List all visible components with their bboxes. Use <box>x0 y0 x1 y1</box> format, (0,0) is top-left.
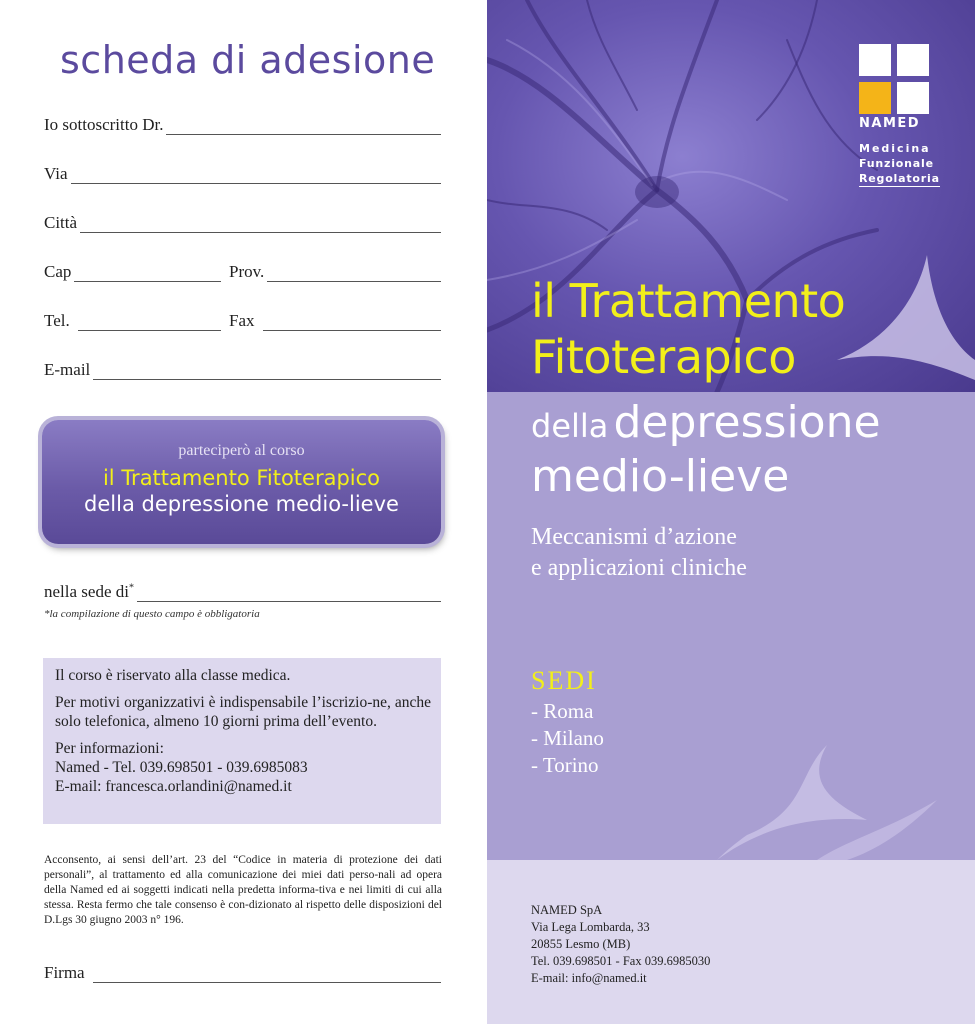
info-box <box>43 658 441 824</box>
company-street: Via Lega Lombarda, 33 <box>531 920 650 934</box>
field-signature-label: Firma <box>44 963 85 982</box>
info-reserved: Il corso è riservato alla classe medica. <box>55 667 291 684</box>
company-address <box>531 902 710 987</box>
field-name-label: Io sottoscritto Dr. <box>44 115 164 134</box>
subtitle-line2: e applicazioni cliniche <box>531 555 747 581</box>
info-contacts-phone: Named - Tel. 039.698501 - 039.6985083 <box>55 759 308 776</box>
title-line2: Fitoterapico <box>531 330 796 384</box>
field-phone-line[interactable] <box>78 314 221 331</box>
field-city-label: Città <box>44 213 78 232</box>
field-zip-label: Cap <box>44 262 72 281</box>
field-email-label: E-mail <box>44 360 91 379</box>
company-name: NAMED SpA <box>531 903 603 917</box>
logo-tagline-3: Regolatoria <box>859 172 940 185</box>
course-title-line1: il Trattamento Fitoterapico <box>102 466 381 490</box>
field-email <box>44 360 441 380</box>
field-fax-label: Fax <box>229 311 255 330</box>
field-email-line[interactable] <box>93 363 441 380</box>
course-title-line2: della depressione medio-lieve <box>84 492 399 516</box>
field-city-line[interactable] <box>80 216 441 233</box>
logo-square-orange <box>859 82 891 114</box>
logo-square-4 <box>897 82 929 114</box>
logo-square-2 <box>897 44 929 76</box>
logo-tagline-2: Funzionale <box>859 157 934 170</box>
field-name <box>44 115 441 135</box>
course-selection-box <box>42 420 441 544</box>
logo-tagline-1: Medicina <box>859 142 931 155</box>
field-name-line[interactable] <box>166 118 441 135</box>
registration-form-panel <box>0 0 487 1024</box>
field-fax <box>229 311 441 331</box>
required-note: *la compilazione di questo campo è obbligatoria <box>44 608 260 620</box>
info-registration: Per motivi organizzativi è indispensabile l’iscrizio-ne, anche solo telefonica, almeno 10 giorni prima dell’evento. <box>55 694 431 730</box>
field-signature <box>44 963 441 983</box>
sede-milano: - Milano <box>531 726 604 750</box>
field-street <box>44 164 441 184</box>
required-asterisk: * <box>128 582 134 594</box>
title-della: della <box>531 407 609 445</box>
sedi-list <box>531 698 604 779</box>
field-province <box>229 262 441 282</box>
company-email: E-mail: info@named.it <box>531 971 647 985</box>
info-contacts-title: Per informazioni: <box>55 740 164 757</box>
sede-roma: - Roma <box>531 699 594 723</box>
company-phone: Tel. 039.698501 - Fax 039.6985030 <box>531 954 711 968</box>
course-pre-label: parteciperò al corso <box>178 442 305 459</box>
subtitle <box>531 522 747 584</box>
field-phone <box>44 311 221 331</box>
field-fax-line[interactable] <box>263 314 442 331</box>
privacy-consent: Acconsento, ai sensi dell’art. 23 del “Codice in materia di protezione dei dati personali”, al trattamento ed alla comunicazione dei miei dati perso-nali ad opera della Named ed ai soggetti indicati nella predetta informa-tiva e nei limiti di cui alla stessa. Resta fermo che tale consenso è con-dizionato al rispetto delle disposizioni del D.Lgs 30 giugno 2003 n° 196. <box>44 854 442 926</box>
field-city <box>44 213 441 233</box>
field-street-label: Via <box>44 164 68 183</box>
title-line3 <box>531 398 881 457</box>
cover-panel <box>487 0 975 1024</box>
form-title: scheda di adesione <box>60 38 436 82</box>
logo-name: NAMED <box>859 116 921 131</box>
field-venue <box>44 582 441 602</box>
field-street-line[interactable] <box>71 167 441 184</box>
title-depressione: depressione <box>613 397 881 448</box>
sedi-heading: SEDI <box>531 666 597 695</box>
sede-torino: - Torino <box>531 753 599 777</box>
info-contacts-email: E-mail: francesca.orlandini@named.it <box>55 778 292 795</box>
company-city: 20855 Lesmo (MB) <box>531 937 631 951</box>
field-phone-label: Tel. <box>44 311 70 330</box>
logo-square-1 <box>859 44 891 76</box>
logo-tagline <box>859 141 940 187</box>
field-province-label: Prov. <box>229 262 265 281</box>
field-venue-label: nella sede di* <box>44 582 134 601</box>
title-line1: il Trattamento <box>531 274 846 328</box>
field-zip-line[interactable] <box>74 265 221 282</box>
subtitle-line1: Meccanismi d’azione <box>531 524 737 550</box>
field-signature-line[interactable] <box>93 966 441 983</box>
field-zip <box>44 262 221 282</box>
field-venue-line[interactable] <box>137 585 441 602</box>
field-province-line[interactable] <box>267 265 441 282</box>
title-line4: medio-lieve <box>531 451 790 502</box>
